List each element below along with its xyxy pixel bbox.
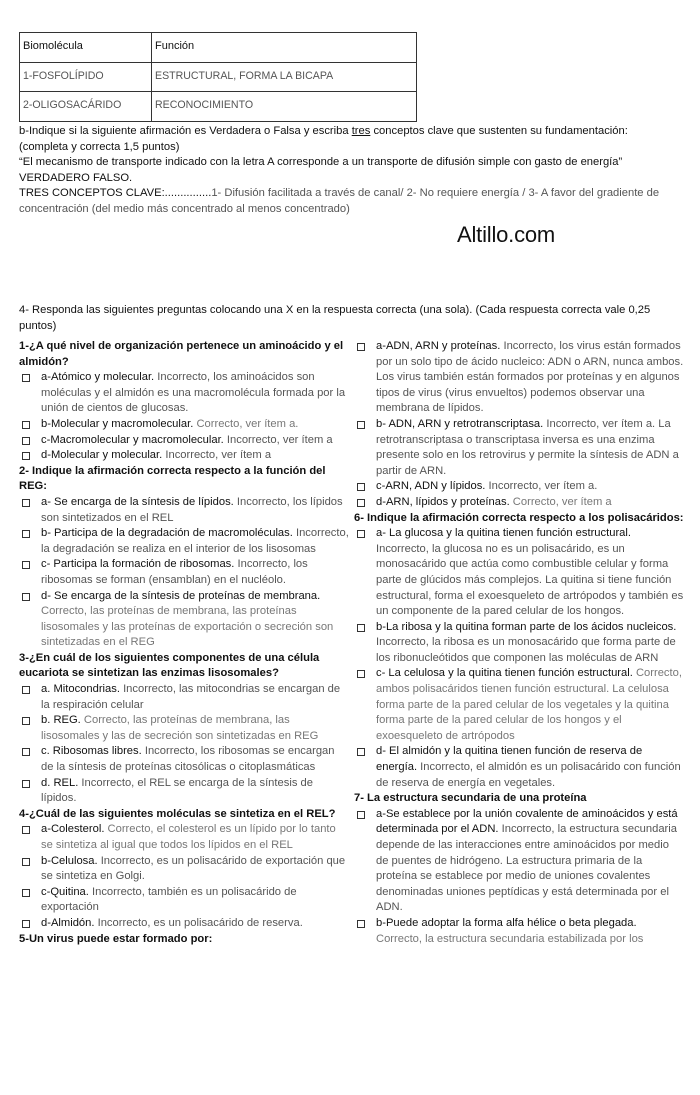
option-4a[interactable]: a-Colesterol. Correcto, el colesterol es un lípido por lo tanto se sintetiza al igual que todos los lípidos en el REL <box>19 822 349 853</box>
option-6d[interactable]: d- El almidón y la quitina tienen función de reserva de energía. Incorrecto, el almidón es un polisacárido con función de reserva de energía en vegetales. <box>354 744 684 791</box>
checkbox-icon[interactable] <box>357 483 365 491</box>
option-2b[interactable]: b- Participa de la degradación de macromoléculas. Incorrecto, la degradación se realiza en el interior de los lisosomas <box>19 526 349 557</box>
instruction-text: b-Indique si la siguiente afirmación es Verdadera o Falsa y escriba <box>19 125 352 137</box>
option-6c[interactable]: c- La celulosa y la quitina tienen función estructural. Correcto, ambos polisacáridos tienen función estructural. La celulosa forma parte de la pared celular de los vegetales y la quitina forma parte de la pared celular de los hongos y el exoesqueleto de artrópodos <box>354 666 684 744</box>
section-b-points: (completa y correcta 1,5 puntos) <box>19 140 180 153</box>
section-b-quote: “El mecanismo de transporte indicado con la letra A corresponde a un transporte de difusión simple con gasto de energía” <box>19 156 623 169</box>
checkbox-icon[interactable] <box>357 421 365 429</box>
instruction-underlined: tres <box>351 125 371 137</box>
checkbox-icon[interactable] <box>22 920 30 928</box>
checkbox-icon[interactable] <box>22 717 30 725</box>
key-concepts-text: 1- Difusión facilitada a través de canal/ 2- No requiere energía / 3- A favor del gradiente de concentración (del medio más concentrado al menos concentrado) <box>19 187 660 215</box>
brand-watermark: Altillo.com <box>457 222 556 247</box>
checkbox-icon[interactable] <box>357 670 365 678</box>
left-column <box>19 339 349 947</box>
checkbox-icon[interactable] <box>22 748 30 756</box>
table-cell: RECONOCIMIENTO <box>152 92 417 122</box>
option-5d[interactable]: d-ARN, lípidos y proteínas. Correcto, ver ítem a <box>354 495 684 511</box>
question-1: 1-¿A qué nivel de organización pertenece un aminoácido y el almidón? <box>19 340 344 368</box>
checkbox-icon[interactable] <box>357 343 365 351</box>
key-concepts-label: TRES CONCEPTOS CLAVE:............... <box>19 187 212 200</box>
instruction-text: conceptos clave que sustenten su fundamentación: <box>370 125 628 137</box>
checkbox-icon[interactable] <box>357 920 365 928</box>
checkbox-icon[interactable] <box>22 437 30 445</box>
option-5b[interactable]: b- ADN, ARN y retrotranscriptasa. Incorrecto, ver ítem a. La retrotranscriptasa o transcriptasa inversa es una enzima presente solo en los retrovirus y permite la síntesis de ADN a partir de ARN. <box>354 417 684 479</box>
checkbox-icon[interactable] <box>22 858 30 866</box>
option-4d[interactable]: d-Almidón. Incorrecto, es un polisacárido de reserva. <box>19 916 349 932</box>
checkbox-icon[interactable] <box>22 826 30 834</box>
option-6a[interactable]: a- La glucosa y la quitina tienen función estructural. Incorrecto, la glucosa no es un polisacárido, es un monosacárido que actúa como combustible celular y forma parte de glúcidos más complejos. La quitina si tiene función estructural, forma el exoesqueleto de artrópodos y también es un componente de la pared celular de los hongos. <box>354 526 684 620</box>
right-column <box>354 339 684 947</box>
table-cell: 2-OLIGOSACÁRIDO <box>20 92 152 122</box>
option-3d[interactable]: d. REL. Incorrecto, el REL se encarga de la síntesis de lípidos. <box>19 776 349 807</box>
question-6: 6- Indique la afirmación correcta respecto a los polisacáridos: <box>354 511 684 524</box>
option-1a[interactable]: a-Atómico y molecular. Incorrecto, los aminoácidos son moléculas y el almidón es una macromolécula formada por la unión de cientos de glucosas. <box>19 370 349 417</box>
option-1d[interactable]: d-Molecular y molecular. Incorrecto, ver ítem a <box>19 448 349 464</box>
checkbox-icon[interactable] <box>357 624 365 632</box>
checkbox-icon[interactable] <box>22 374 30 382</box>
table-header-row <box>20 33 417 63</box>
checkbox-icon[interactable] <box>357 499 365 507</box>
question-5: 5-Un virus puede estar formado por: <box>19 932 213 945</box>
checkbox-icon[interactable] <box>22 889 30 897</box>
option-7a[interactable]: a-Se establece por la unión covalente de aminoácidos y está determinada por el ADN. Incorrecto, la estructura secundaria depende de las interacciones entre aminoácidos por medio de puentes de hidrógeno. La estructura primaria de la proteína se establece por medio de uniones covalentes denominadas uniones peptídicas y está determinada por el ADN. <box>354 807 684 916</box>
checkbox-icon[interactable] <box>22 452 30 460</box>
biomolecule-table <box>19 32 417 122</box>
table-header-cell: Función <box>152 33 417 63</box>
option-1c[interactable]: c-Macromolecular y macromolecular. Incorrecto, ver ítem a <box>19 433 349 449</box>
question-2: 2- Indique la afirmación correcta respecto a la función del REG: <box>19 464 326 493</box>
option-5a[interactable]: a-ADN, ARN y proteínas. Incorrecto, los virus están formados por un solo tipo de ácido nucleico: ADN o ARN, nunca ambos. Los virus también están formados por proteínas y en algunos tipos de virus (virus envueltos) podemos observar una membrana de lípidos. <box>354 339 684 417</box>
option-1b[interactable]: b-Molecular y macromolecular. Correcto, ver ítem a. <box>19 417 349 433</box>
table-header-cell: Biomolécula <box>20 33 152 63</box>
checkbox-icon[interactable] <box>22 780 30 788</box>
table-cell: ESTRUCTURAL, FORMA LA BICAPA <box>152 62 417 92</box>
option-2a[interactable]: a- Se encarga de la síntesis de lípidos. Incorrecto, los lípidos son sintetizados en el REL <box>19 495 349 526</box>
question-4: 4-¿Cuál de las siguientes moléculas se sintetiza en el REL? <box>19 807 336 820</box>
question-7: 7- La estructura secundaria de una proteína <box>354 792 587 805</box>
checkbox-icon[interactable] <box>22 499 30 507</box>
checkbox-icon[interactable] <box>357 748 365 756</box>
checkbox-icon[interactable] <box>22 593 30 601</box>
section-4-intro: 4- Responda las siguientes preguntas colocando una X en la respuesta correcta (una sola). (Cada respuesta correcta vale 0,25 puntos) <box>19 304 651 332</box>
checkbox-icon[interactable] <box>22 561 30 569</box>
option-2c[interactable]: c- Participa la formación de ribosomas. Incorrecto, los ribosomas se forman (ensamblan) en el nucléolo. <box>19 557 349 588</box>
option-4b[interactable]: b-Celulosa. Incorrecto, es un polisacárido de exportación que se sintetiza en Golgi. <box>19 854 349 885</box>
true-false-options: VERDADERO FALSO. <box>19 171 133 184</box>
table-row <box>20 62 417 92</box>
checkbox-icon[interactable] <box>357 530 365 538</box>
table-row <box>20 92 417 122</box>
option-4c[interactable]: c-Quitina. Incorrecto, también es un polisacárido de exportación <box>19 885 349 916</box>
option-3a[interactable]: a. Mitocondrias. Incorrecto, las mitocondrias se encargan de la respiración celular <box>19 682 349 713</box>
option-6b[interactable]: b-La ribosa y la quitina forman parte de los ácidos nucleicos. Incorrecto, la ribosa es un monosacárido que forma parte de los ribonucleótidos que componen las moléculas de ARN <box>354 620 684 667</box>
option-3c[interactable]: c. Ribosomas libres. Incorrecto, los ribosomas se encargan de la síntesis de proteínas citosólicas o citoplasmáticas <box>19 744 349 775</box>
checkbox-icon[interactable] <box>357 811 365 819</box>
key-concepts <box>19 186 679 217</box>
checkbox-icon[interactable] <box>22 530 30 538</box>
section-b <box>19 124 679 218</box>
option-3b[interactable]: b. REG. Correcto, las proteínas de membrana, las lisosomales y las de secreción son sintetizadas en REG <box>19 713 349 744</box>
checkbox-icon[interactable] <box>22 421 30 429</box>
section-b-instruction <box>19 124 679 140</box>
option-5c[interactable]: c-ARN, ADN y lípidos. Incorrecto, ver ítem a. <box>354 479 684 495</box>
checkbox-icon[interactable] <box>22 686 30 694</box>
option-7b[interactable]: b-Puede adoptar la forma alfa hélice o beta plegada. Correcto, la estructura secundaria estabilizada por los <box>354 916 684 947</box>
option-2d[interactable]: d- Se encarga de la síntesis de proteínas de membrana. Correcto, las proteínas de membrana, las proteínas lisosomales y las proteínas de exportación o secreción son sintetizadas en el REG <box>19 589 349 651</box>
table-cell: 1-FOSFOLÍPIDO <box>20 62 152 92</box>
question-3: 3-¿En cuál de los siguientes componentes de una célula eucariota se sintetizan las enzimas lisosomales? <box>19 651 320 680</box>
